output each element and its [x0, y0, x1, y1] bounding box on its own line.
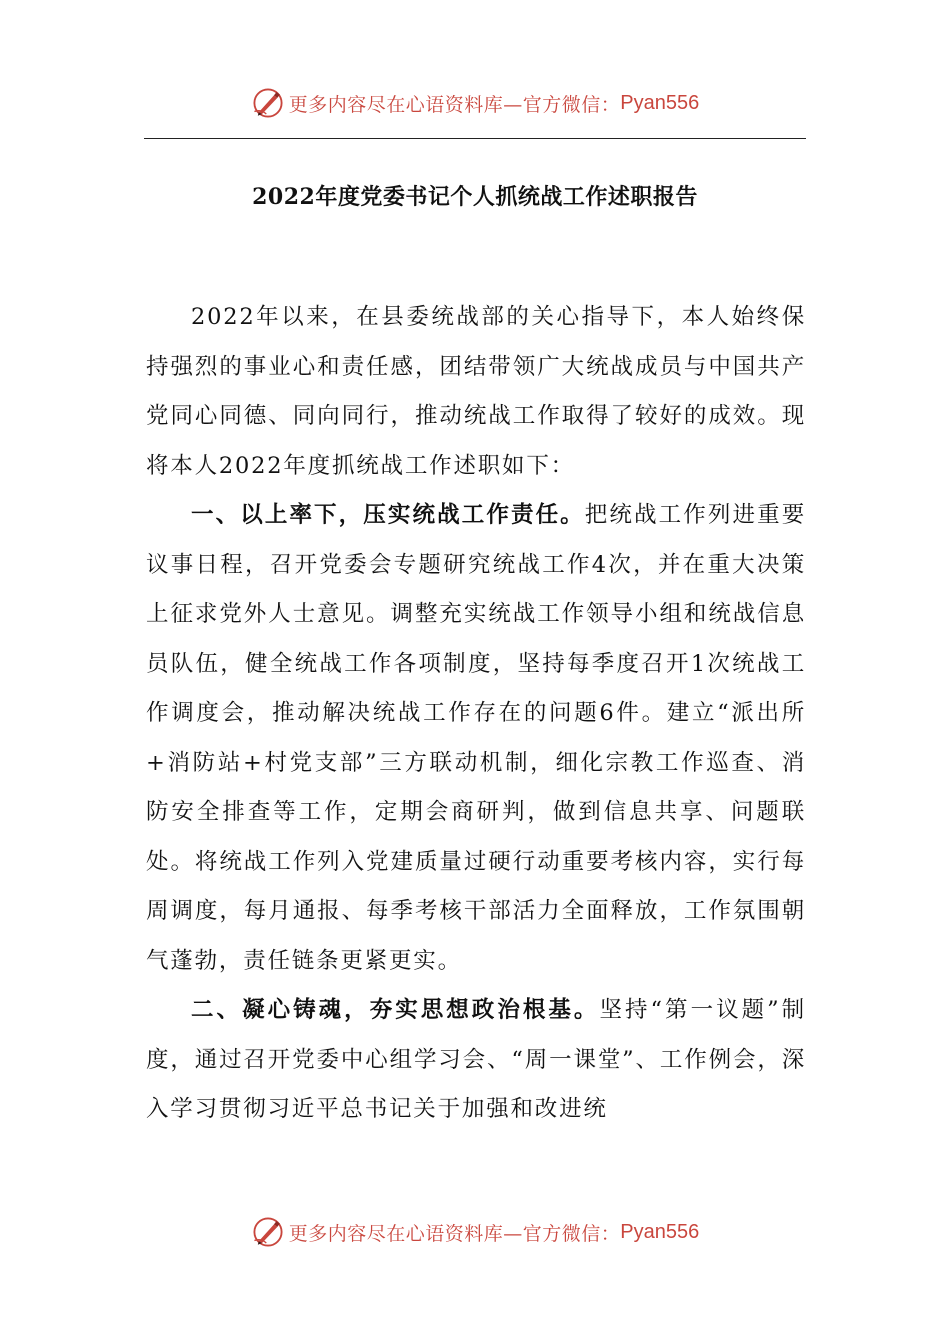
section-2-paragraph [146, 986, 806, 1135]
pen-logo-icon [251, 86, 285, 120]
pen-logo-icon [251, 1215, 285, 1249]
header-divider [144, 138, 806, 139]
section-1-paragraph [146, 491, 806, 986]
section-1-heading: 一、以上率下，压实统战工作责任。 [191, 502, 585, 528]
footer-watermark [0, 1212, 950, 1252]
watermark-wechat-id: Pyan556 [620, 1220, 700, 1243]
header-watermark [0, 83, 950, 123]
document-body [146, 293, 806, 1135]
watermark-text: 更多内容尽在心语资料库—官方微信： [288, 1222, 621, 1245]
section-2-body: 坚持“第一议题”制度，通过召开党委中心组学习会、“周一课堂”、工作例会，深入学习贯彻习近平总书记关于加强和改进统 [146, 997, 806, 1122]
watermark-text: 更多内容尽在心语资料库—官方微信： [288, 93, 621, 116]
watermark-wechat-id: Pyan556 [620, 91, 700, 114]
section-1-body: 把统战工作列进重要议事日程，召开党委会专题研究统战工作4次，并在重大决策上征求党外人士意见。调整充实统战工作领导小组和统战信息员队伍，健全统战工作各项制度，坚持每季度召开1次统战工作调度会，推动解决统战工作存在的问题6件。建立“派出所+消防站+村党支部”三方联动机制，细化宗教工作巡查、消防安全排查等工作，定期会商研判，做到信息共享、问题联处。将统战工作列入党建质量过硬行动重要考核内容，实行每周调度，每月通报、每季考核干部活力全面释放，工作氛围朝气蓬勃，责任链条更紧更实。 [146, 502, 806, 974]
section-2-heading: 二、凝心铸魂，夯实思想政治根基。 [191, 997, 600, 1023]
intro-paragraph: 2022年以来，在县委统战部的关心指导下，本人始终保持强烈的事业心和责任感，团结带领广大统战成员与中国共产党同心同德、同向同行，推动统战工作取得了较好的成效。现将本人2022年度抓统战工作述职如下： [146, 304, 806, 479]
document-title: 2022年度党委书记个人抓统战工作述职报告 [252, 184, 698, 210]
